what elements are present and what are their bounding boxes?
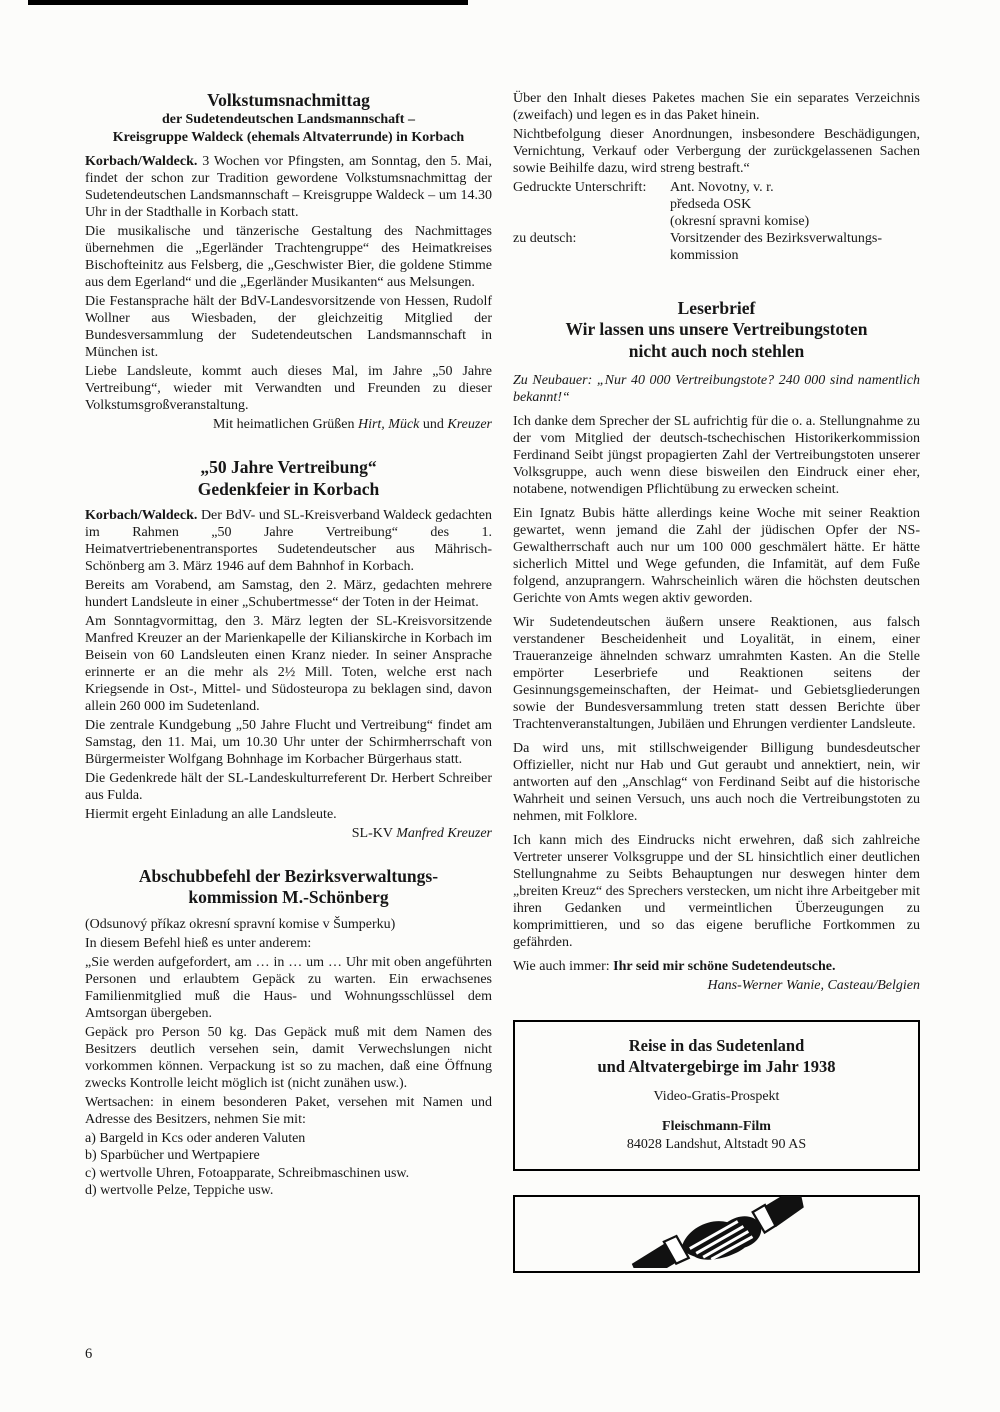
- paragraph-text: Wie auch immer:: [513, 959, 614, 975]
- emphasis-text: Ihr seid mir schöne Sudetendeutsche.: [613, 959, 836, 975]
- paragraph: Hiermit ergeht Einladung an alle Landsleute.: [85, 807, 337, 823]
- article-title-line2: Gedenkfeier in Korbach: [197, 478, 380, 499]
- article-title-line1: „50 Jahre Vertreibung“: [200, 457, 377, 478]
- top-rule: [28, 0, 468, 5]
- page-number: 6: [85, 1346, 93, 1362]
- signature-place: Casteau/Belgien: [823, 978, 920, 994]
- paragraph: Nichtbefolgung dieser Anordnungen, insbesondere Beschädigungen, Vernichtung, Verkauf oder Verbergung der zurückgelassenen Sachen sowie Beihilfe dazu, wird streng bestraft.“: [513, 127, 920, 176]
- signoff-text: SL-KV: [351, 826, 397, 842]
- paragraph: Wertsachen: in einem besonderen Paket, versehen mit Namen und Adresse des Besitzers, nehmen Sie mit:: [85, 1094, 492, 1127]
- signature-label: [513, 196, 670, 213]
- article-subtitle-line1: der Sudetendeutschen Landsmannschaft –: [162, 112, 415, 128]
- paragraph: Die Festansprache hält der BdV-Landesvorsitzende von Hessen, Rudolf Wollner aus Wiesbaden, der gleichzeitig Mitglied der Bundesversammlung der Sudetendeutschen Landsmannschaft in München ist.: [85, 294, 492, 361]
- spacer: [85, 500, 492, 507]
- two-column-layout: [85, 90, 921, 1273]
- paragraph: [513, 958, 920, 975]
- ad-address: 84028 Landshut, Altstadt 90 AS: [626, 1137, 807, 1153]
- paragraph: Da wird uns, mit stillschweigender Billigung bundesdeutscher Offizieller, nicht nur Hab und Gut geraubt und annektiert, nein, wir antworten auf den „Anschlag“ von Ferdinand Seibt auf die historische Wahrheit und seinen Versuch, uns auch noch die Vertreibungstoten zu nehmen, mit Folklore.: [513, 741, 920, 825]
- paragraph: Ich danke dem Sprecher der SL aufrichtig für die o. a. Stellungnahme zu der vom Mitglied der deutsch-tschechischen Historikerkommission Ferdinand Seibt jüngst propagierten Zahl der Vertreibungstoten unserer Volksgruppe, auch wenn diese bisweilen den Eindruck einer eher, notabene, notwendigen Pflichtübung zu erwecken scheint.: [513, 414, 920, 498]
- signature-name: Hans-Werner Wanie,: [707, 978, 824, 994]
- paragraph-text: Der BdV- und SL-Kreisverband Waldeck gedachten im Rahmen „50 Jahre Vertreibung“ des 1. Heimatvertriebenentransportes Sudetendeutscher aus Mährisch-Schönberg am 3. März 1946 auf dem Bahnhof in Korbach.: [85, 508, 492, 575]
- paragraph: (Odsunový příkaz okresní spravní komise v Šumperku): [85, 916, 396, 932]
- signoff-name: Hirt, Mück: [357, 417, 420, 433]
- signoff: [85, 416, 492, 433]
- left-column: [85, 90, 492, 1273]
- ad-title-line2: und Altvatergebirge im Jahr 1938: [597, 1056, 836, 1076]
- signature-value: kommission: [670, 248, 739, 263]
- ad-company: Fleischmann-Film: [662, 1119, 771, 1135]
- signature-value: předseda OSK: [670, 197, 752, 212]
- article-subtitle-line2: Kreisgruppe Waldeck (ehemals Altvaterrunde) in Korbach: [112, 129, 465, 145]
- list-item: a) Bargeld in Kcs oder anderen Valuten: [85, 1130, 306, 1146]
- article-gedenkfeier: [85, 457, 492, 842]
- ad-offer: Video-Gratis-Prospekt: [653, 1089, 780, 1105]
- article-leserbrief: [513, 298, 920, 994]
- article-title-line1: Wir lassen uns unsere Vertreibungstoten: [565, 319, 868, 340]
- paragraph: [85, 153, 492, 221]
- signature-value: Ant. Novotny, v. r.: [670, 180, 774, 195]
- letter-intro: Zu Neubauer: „Nur 40 000 Vertreibungstote? 240 000 sind namentlich bekannt!“: [513, 373, 920, 406]
- signature-row: [513, 230, 920, 247]
- paragraph: Ich kann mich des Eindrucks nicht erwehren, daß sich zahlreiche Vertreter unserer Volksgruppe und der SL hinsichtlich einer deutlichen Stellungnahme zu Seibts Behauptungen nur deswegen hinter dem „breiten Kreuz“ des Sprechers verstecken, um nicht ihre Arbeitgeber mit ihren Gedanken und vermeintlichen Überzeugungen zu komprimittieren, und so das eigene berufliche Fortkommen zu gefährden.: [513, 833, 920, 951]
- signature-row: [513, 247, 920, 264]
- signoff-name: Manfred Kreuzer: [396, 826, 492, 842]
- ad-title-line1: Reise in das Sudetenland: [628, 1036, 805, 1056]
- letter-signature: [513, 977, 920, 994]
- signature-label: [513, 247, 670, 264]
- spacer: [513, 362, 920, 372]
- right-column: [513, 90, 920, 1273]
- article-title: Volkstumsnachmittag: [207, 90, 370, 110]
- article-title-line1: Abschubbefehl der Bezirksverwaltungs-: [138, 866, 439, 887]
- paragraph: Die zentrale Kundgebung „50 Jahre Flucht und Vertreibung“ findet am Samstag, den 11. Mai, um 10.30 Uhr unter der Schirmherrschaft von Bürgermeister Wolfgang Bohnhage im Korbacher Bürgerhaus statt.: [85, 718, 492, 768]
- spacer: [85, 146, 492, 153]
- section-kicker: Leserbrief: [677, 298, 756, 318]
- signoff-name: Kreuzer: [447, 417, 492, 433]
- signature-label: Gedruckte Unterschrift:: [513, 180, 647, 195]
- article-title-line2: nicht auch noch stehlen: [628, 340, 805, 361]
- signature-label: [513, 213, 670, 230]
- paragraph: Über den Inhalt dieses Paketes machen Sie ein separates Verzeichnis (zweifach) und legen es in das Paket hinein.: [513, 91, 920, 123]
- paragraph: Bereits am Vorabend, am Samstag, den 2. März, gedachten mehrere hundert Landsleute in einer „Schubertmesse“ der Toten in der Heimat.: [85, 578, 492, 611]
- signature-row: [513, 196, 920, 213]
- article-title-line2: kommission M.-Schönberg: [188, 887, 389, 908]
- signature-row: [513, 213, 920, 230]
- paragraph: Am Sonntagvormittag, den 3. März legten der SL-Kreisvorsitzende Manfred Kreuzer an der Marienkapelle der Kilianskirche in Korbach im Beisein von 60 Landsleuten einen Kranz nieder. In seiner Ansprache erinnerte er an die mehr als 2½ Mill. Toten, welche erst nach Kriegsende in Ost-, Mittel- und Südosteuropa zu beklagen sind, davon allein 260 000 im Sudetenland.: [85, 614, 492, 715]
- signature-label: zu deutsch:: [513, 231, 577, 246]
- article-abschubbefehl-continued: [513, 90, 920, 264]
- paragraph: Liebe Landsleute, kommt auch dieses Mal, im Jahre „50 Jahre Vertreibung“, wieder mit Verwandten und Freunden zu dieser Volkstumsgroßveranstaltung.: [85, 364, 492, 414]
- handshake-box: [513, 1195, 920, 1273]
- article-abschubbefehl: [85, 866, 492, 1200]
- dateline: Korbach/Waldeck.: [85, 508, 198, 524]
- list-item: c) wertvolle Uhren, Fotoapparate, Schreibmaschinen usw.: [85, 1165, 410, 1181]
- signoff-text: und: [419, 417, 448, 433]
- paragraph: In diesem Befehl hieß es unter anderem:: [85, 935, 312, 951]
- signature-block: [513, 179, 920, 264]
- valuables-list: [85, 1130, 492, 1200]
- signature-value: Vorsitzender des Bezirksverwaltungs-: [670, 231, 883, 246]
- signoff-text: Mit heimatlichen Grüßen: [212, 417, 358, 433]
- dateline: Korbach/Waldeck.: [85, 154, 198, 170]
- paragraph: Die musikalische und tänzerische Gestaltung des Nachmittages übernehmen die „Egerländer Trachtengruppe“ des Heimatkreises Bischofteinitz aus Felsberg, die „Geschwister Bier, die goldene Stimme aus dem Egerland“ und die „Egerländer Musikanten“ aus Melsungen.: [85, 224, 492, 291]
- spacer: [85, 909, 492, 916]
- signoff: [85, 825, 492, 842]
- paragraph: Die Gedenkrede hält der SL-Landeskulturreferent Dr. Herbert Schreiber aus Fulda.: [85, 771, 492, 804]
- list-item: d) wertvolle Pelze, Teppiche usw.: [85, 1183, 274, 1199]
- article-volkstumsnachmittag: [85, 90, 492, 433]
- list-item: b) Sparbücher und Wertpapiere: [85, 1148, 260, 1164]
- paragraph-text: 3 Wochen vor Pfingsten, am Sonntag, den 5. Mai, findet der schon zur Tradition gewordene Volkstumsnachmittag der Sudetendeutschen Landsmannschaft – Kreisgruppe Waldeck – um 14.30 Uhr in der Stadthalle in Korbach statt.: [85, 154, 492, 221]
- signature-value: (okresní spravni komise): [670, 214, 810, 229]
- advertisement-box: [513, 1020, 920, 1171]
- paragraph: Gepäck pro Person 50 kg. Das Gepäck muß mit dem Namen des Besitzers deutlich versehen sein, damit Verwechslungen nicht vorkommen können. Verpackung ist so zu machen, daß eine Öffnung zwecks Kontrolle leicht möglich ist (nicht zunähen usw.).: [85, 1024, 492, 1091]
- signature-row: [513, 179, 920, 196]
- paragraph: Wir Sudetendeutschen äußern unsere Reaktionen, aus falsch verstandener Bescheidenheit und Loyalität, in einem, einer Traueranzeige ähnelnden schwarz umrahmten Kasten. An die Stelle empörter Leserbriefe und Reaktionen seitens der Gesinnungsgemeinschaften, der Heimat- und Gebietsgliederungen sowie der Bundesversammlung treten statt dessen Berichte über Trachtenveranstaltungen, Jubiläen und Ehrungen verdienter Landsleute.: [513, 615, 920, 733]
- paragraph: Ein Ignatz Bubis hätte allerdings keine Woche mit seiner Reaktion gewartet, wenn jemand die Zahl der jüdischen Opfer der NS-Gewaltherrschaft auch nur um 100 000 geschmälert hätte. Er hätte sicherlich Mittel und Wege gefunden, die Infamität, auf dem Fuße folgend, anzuprangern. Wahrscheinlich wären die höchsten deutschen Gerichte von Amts wegen aktiv geworden.: [513, 506, 920, 607]
- paragraph: [85, 507, 492, 575]
- handshake-icon: [622, 1196, 812, 1273]
- paragraph: „Sie werden aufgefordert, am … in … um … Uhr mit oben angeführten Personen und erlaubtem Gepäck zu warten. Ein erwachsenes Familienmitglied muß die Haus- und Wohnungsschlüssel dem Amtsorgan übergeben.: [85, 954, 492, 1021]
